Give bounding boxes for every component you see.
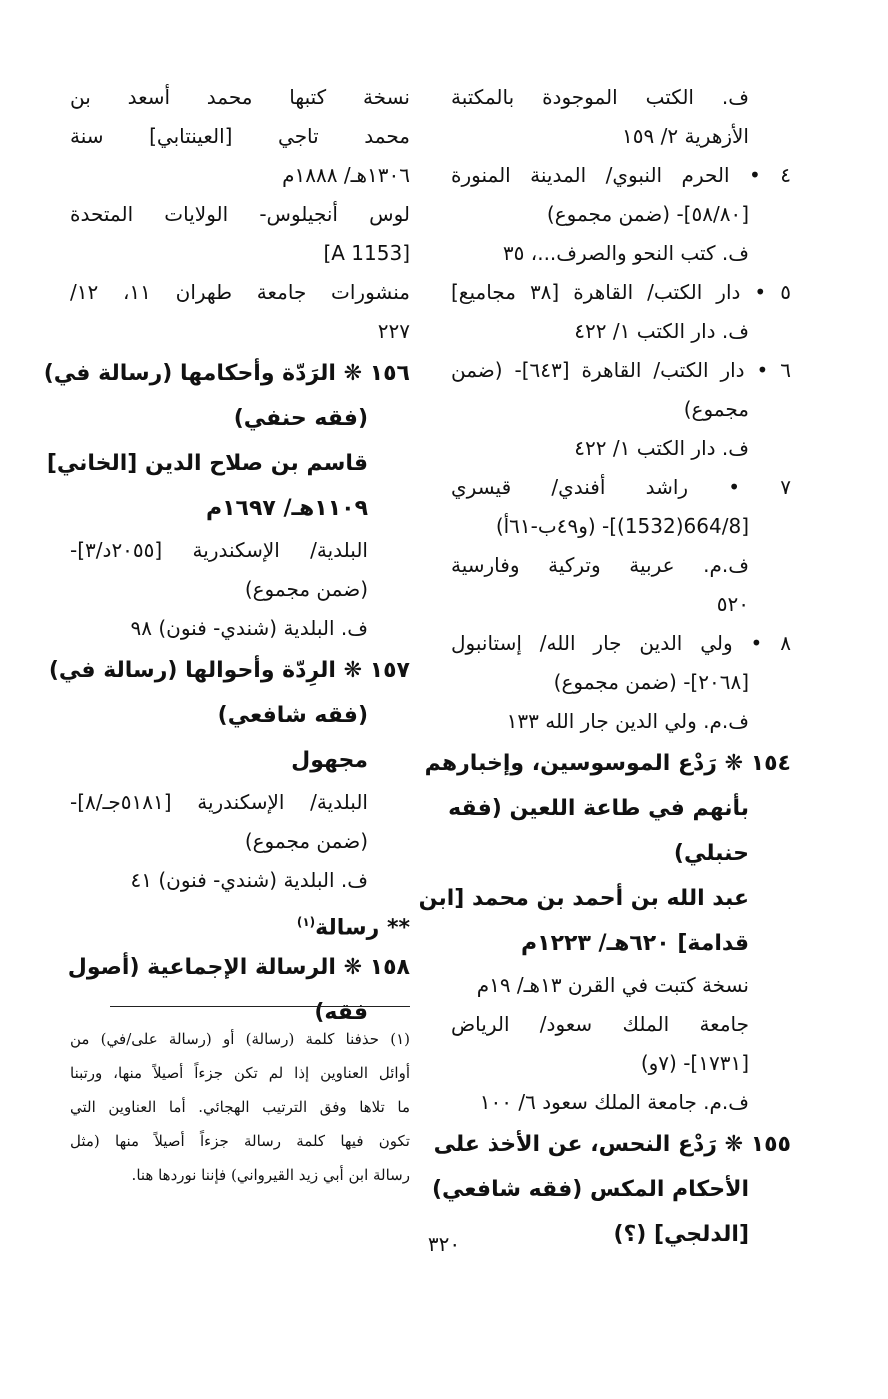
- text-line: ف. دار الكتب ١/ ٤٢٢: [574, 319, 749, 343]
- text-line: ف.م. عربية وتركية وفارسية: [451, 553, 749, 577]
- text-line: مجموع): [683, 397, 749, 421]
- text-line: (ضمن مجموع): [244, 577, 368, 601]
- text-line: ف. كتب النحو والصرف...، ٣٥: [502, 241, 749, 265]
- left-column: [43, 78, 411, 1035]
- page-number: ٣٢٠: [427, 1232, 461, 1256]
- footnote-marker: (١): [296, 915, 316, 929]
- text-line: محمد تاجي [العينتابي] سنة: [70, 124, 410, 148]
- footnote-line: (١) حذفنا كلمة (رسالة) أو (رسالة على/في) من: [70, 1030, 410, 1048]
- text-line: جامعة الملك سعود/ الرياض: [451, 1012, 749, 1036]
- entry-heading-line: ١٥٧ ❋ الرِدّة وأحوالها (رسالة في): [48, 658, 410, 683]
- text-line: ٥ • دار الكتب/ القاهرة [٣٨ مجاميع]: [451, 280, 791, 304]
- text-line: ١٣٠٦هـ/ ١٨٨٨م: [282, 163, 410, 187]
- text-line: البلدية/ الإسكندرية [٥١٨١جـ/٨]-: [70, 790, 368, 814]
- entry-heading-line: ** رسالة$^{(١)}$: [296, 915, 410, 941]
- footnote: [70, 1022, 410, 1192]
- footnote-line: ما تلاها وفق الترتيب الهجائي. أما العناوين التي: [70, 1098, 410, 1116]
- text-line: ف. دار الكتب ١/ ٤٢٢: [574, 436, 749, 460]
- text-line: [664/8(1532)]- (و٤٩ب-٦١أ): [495, 514, 749, 538]
- entry-heading-line: [الدلجي] (؟): [613, 1222, 749, 1247]
- text-line: ف.م. جامعة الملك سعود ٦/ ١٠٠: [479, 1090, 749, 1114]
- entry-heading-line: عبد الله بن أحمد بن محمد [ابن: [418, 886, 749, 911]
- text-line: ٢٢٧: [377, 319, 410, 343]
- entry-heading-line: ١٥٤ ❋ رَدْع الموسوسين، وإخبارهم: [424, 751, 791, 776]
- text-line: نسخة كتبت في القرن ١٣هـ/ ١٩م: [476, 973, 749, 997]
- entry-heading-line: ١٥٦ ❋ الرَدّة وأحكامها (رسالة في): [43, 361, 410, 386]
- entry-heading-line: قاسم بن صلاح الدين [الخاني]: [46, 451, 368, 476]
- entry-heading-line: مجهول: [291, 748, 368, 773]
- footnote-line: تكون فيها كلمة رسالة جزءاً أصيلاً منها (مثل: [70, 1132, 410, 1150]
- entry-heading-line: (فقه شافعي): [217, 703, 368, 728]
- text-line: ٦ • دار الكتب/ القاهرة [٦٤٣]- (ضمن: [451, 358, 791, 382]
- entry-heading-line: (فقه حنفي): [233, 406, 368, 431]
- text-line: البلدية/ الإسكندرية [٢٠٥٥د/٣]-: [70, 538, 368, 562]
- entry-heading-line: ١٥٨ ❋ الرسالة الإجماعية (أصول: [67, 955, 410, 980]
- text-line: [A 1153]: [323, 241, 410, 265]
- text-line: ف.م. ولي الدين جار الله ١٣٣: [506, 709, 749, 733]
- entry-heading-line: حنبلي): [673, 841, 749, 866]
- footnote-line: أوائل العناوين إذا لم تكن جزءاً أصيلاً منها، ورتبنا: [70, 1064, 410, 1082]
- entry-heading-line: بأنهم في طاعة اللعين (فقه: [448, 796, 749, 821]
- text-line: ف. الكتب الموجودة بالمكتبة: [451, 85, 749, 109]
- text-line: ٥٢٠: [716, 592, 749, 616]
- footnote-line: رسالة ابن أبي زيد القيرواني) فإننا نوردها هنا.: [131, 1166, 410, 1184]
- entry-heading-line: ١٥٥ ❋ رَدْع النحس، عن الأخذ على: [433, 1132, 791, 1157]
- entry-heading-line: ١١٠٩هـ/ ١٦٩٧م: [205, 496, 368, 521]
- entry-heading-line: الأحكام المكس (فقه شافعي): [431, 1177, 749, 1202]
- text-line: [٢٠٦٨]- (ضمن مجموع): [553, 670, 749, 694]
- text-line: ٨ • ولي الدين جار الله/ إستانبول: [451, 631, 791, 655]
- text-line: منشورات جامعة طهران ١١، ١٢/: [70, 280, 411, 304]
- entry-heading-line: قدامة] ٦٢٠هـ/ ١٢٢٣م: [521, 931, 749, 956]
- text-line: ف. البلدية (شندي- فنون) ٤١: [130, 868, 368, 892]
- text-line: نسخة كتبها محمد أسعد بن: [70, 85, 410, 109]
- text-line: ف. البلدية (شندي- فنون) ٩٨: [130, 616, 368, 640]
- text-line: لوس أنجيلوس- الولايات المتحدة: [70, 202, 410, 226]
- text-line: ٤ • الحرم النبوي/ المدينة المنورة: [451, 163, 791, 187]
- entry-heading-line: فقه): [314, 1000, 368, 1025]
- text-line: ٧ • راشد أفندي/ قيسري: [451, 475, 791, 499]
- text-line: الأزهرية ٢/ ١٥٩: [622, 124, 749, 148]
- text-line: [٥٨/٨٠]- (ضمن مجموع): [546, 202, 749, 226]
- footnote-separator: [110, 1006, 410, 1007]
- text-line: [١٧٣١]- (٧و): [640, 1051, 749, 1075]
- text-line: (ضمن مجموع): [244, 829, 368, 853]
